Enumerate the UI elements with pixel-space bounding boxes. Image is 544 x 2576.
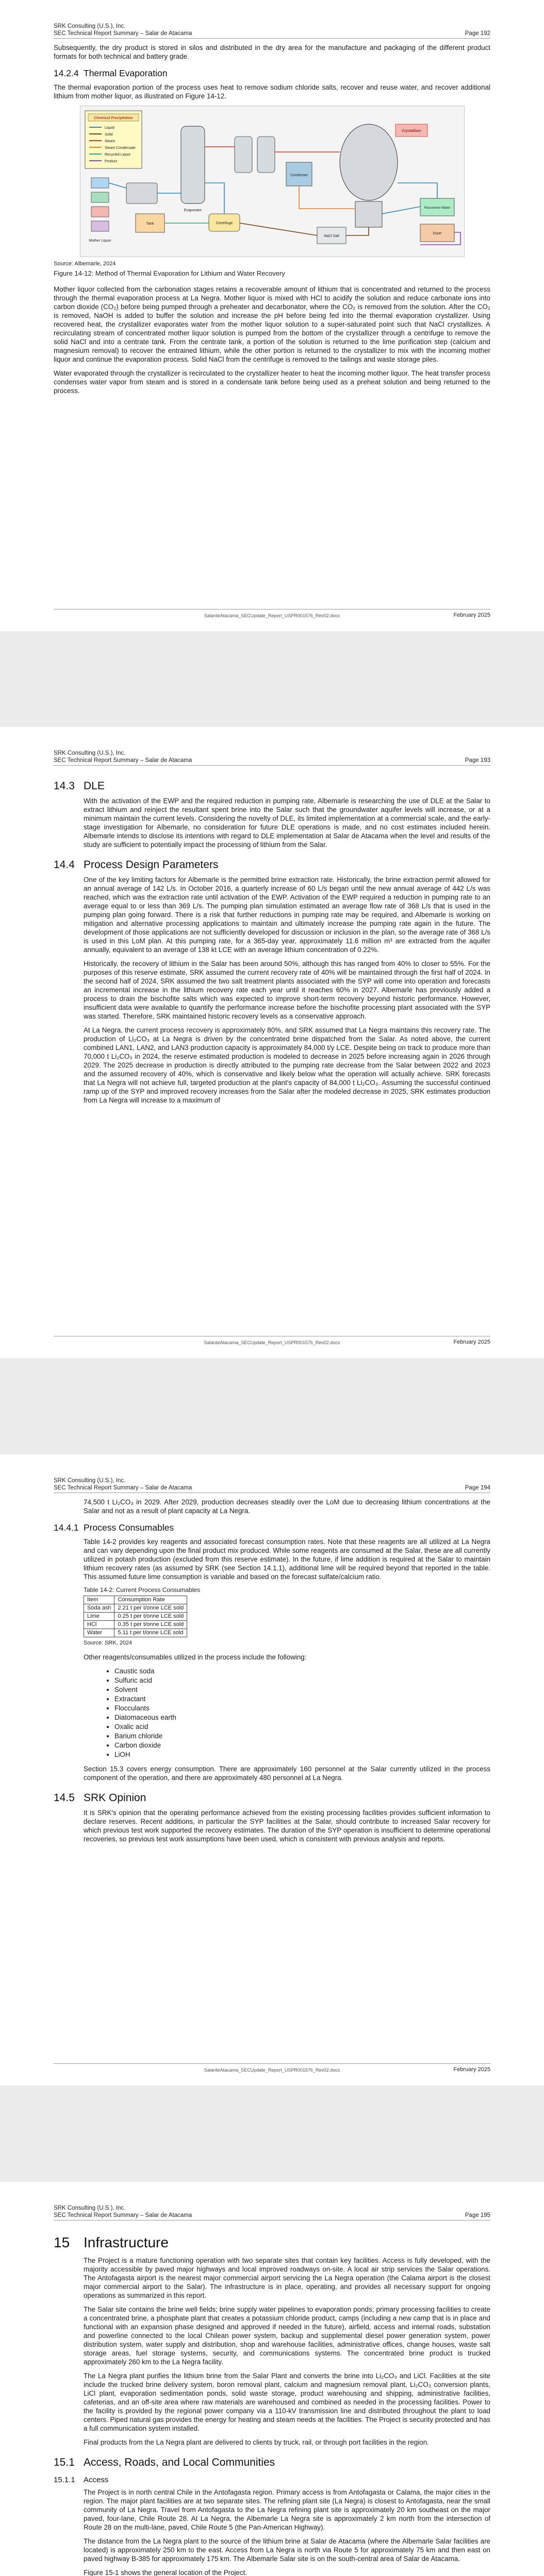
page-number: Page 195 (465, 2212, 490, 2218)
list-item: • Sulfuric acid (114, 1676, 490, 1685)
page-header (54, 23, 490, 37)
section-number: 14.4 (54, 859, 75, 871)
table-cell: 0.25 t per t/onne LCE sold (114, 1613, 187, 1621)
list-item: • Oxalic acid (114, 1722, 490, 1732)
page-192 (0, 0, 544, 631)
legend-solid: Solid (104, 133, 113, 137)
section-title: Access, Roads, and Local Communities (84, 2456, 275, 2468)
footer-date: February 2025 (453, 612, 490, 618)
table-cell: 5.11 t per t/onne LCE sold (114, 1629, 187, 1637)
table-header: Item (84, 1596, 114, 1604)
paragraph: Water evaporated through the crystallizer is recirculated to the crystallizer heater to heat the incoming mother liquor. The heat transfer process condenses water vapor from steam and is stored in a condensate tank before being used as a preheat solution and being returned to the process. (54, 369, 490, 395)
paragraph: 74,500 t Li₂CO₃ in 2029. After 2029, production decreases steadily over the LoM due to decreasing lithium concentrations at the Salar and not as a result of plant capacity at La Negra. (84, 1498, 490, 1515)
header-company: SRK Consulting (U.S.), Inc. (54, 23, 126, 29)
paragraph: Other reagents/consumables utilized in the process include the following: (84, 1653, 307, 1661)
footer-divider (54, 2063, 490, 2064)
feed-label: Mother Liquor (88, 239, 111, 243)
page-body (54, 43, 490, 400)
heater-1 (235, 137, 252, 173)
consumables-list (54, 1667, 490, 1759)
footer-filename: SalardeAtacama_SECUpdate_Report_USPR001576_Rev02.docx (204, 613, 340, 618)
paragraph: The Salar site contains the brine well fields; brine supply water pipelines to evaporation ponds; primary processing facilities to create a concentrated brine, a phosphate plant that creates a potassium chloride product, camps (including a new camp that is in place and functional with an expansion phase designed and approved if needed in the future), airfield, access and internal roads, substation and powerline connected to the local Chilean power system, backup and supplemental diesel power generation system, power distribution system, water supply and distribution, shop and warehouse facilities, administrative offices, change houses, waste salt storage areas, fuel storage systems, security, and communications systems. The concentrated brine product is trucked approximately 260 km to the La Negra facility. (84, 2306, 490, 2366)
paragraph: Section 15.3 covers energy consumption. There are approximately 160 personnel at the Salar currently utilized in the process component of the operation, and there are approximately 480 personnel at La Negra. (84, 1765, 490, 1782)
section-title: Thermal Evaporation (84, 68, 168, 78)
page-194 (0, 1454, 544, 2086)
preheater (126, 183, 157, 204)
evaporator-column (181, 126, 205, 204)
section-heading (54, 2456, 490, 2469)
tank-label: Tank (146, 222, 154, 226)
feed-tank-4 (91, 221, 109, 231)
page-header (54, 750, 490, 764)
list-item: • Carbon dioxide (114, 1741, 490, 1750)
page-number: Page 192 (465, 30, 490, 37)
footer-filename: SalardeAtacama_SECUpdate_Report_USPR001576_Rev02.docx (204, 1340, 340, 1345)
header-company: SRK Consulting (U.S.), Inc. (54, 750, 126, 756)
header-report: SEC Technical Report Summary – Salar de Atacama (54, 757, 192, 764)
list-item: • LiOH (114, 1750, 490, 1759)
paragraph: It is SRK's opinion that the operating performance achieved from the existing processing facilities provides sufficient information to declare reserves. Recent additions, in particular the SYP facilities at the Salar, should contribute to increased Salar recovery for which previous test work supported the recovery estimates. The duration of the SYP operation is insufficient to determine operational recoveries, so previous test work assumptions have been used, which is consistent with previous analysis and reports. (84, 1809, 490, 1843)
table-row (84, 1613, 187, 1621)
feed-tank-2 (91, 192, 109, 202)
table-cell: HCl (84, 1621, 114, 1629)
paragraph: The distance from the La Negra plant to the source of the lithium brine at Salar de Atacama (where the Albemarle Salar facilities are located) is approximately 250 km to the east. Access from La Negra is north via Route 5 for approximately 75 km and then east on paved highway B-385 for approximately 175 km. The Albemarle Salar site is on the south-central area of Salar de Atacama. (84, 2537, 490, 2563)
section-heading (54, 1791, 490, 1804)
page-body (54, 2225, 490, 2576)
section-number: 15.1 (54, 2456, 75, 2468)
crystallizer-base (355, 201, 382, 227)
table-cell: 0.35 t per t/onne LCE sold (114, 1621, 187, 1629)
page-number: Page 194 (465, 1485, 490, 1491)
paragraph: The Project is in north central Chile in the Antofagasta region. Primary access is from Antofagasta or Calama, the major cities in the region. The major plant facilities are at two separate sites. The refining plant site (La Negra) is closest to Antofagasta, near the small community of La Negra. Travel from Antofagasta to the La Negra refining plant site is approximately 20 km southeast on the major paved, four-lane, Chile Route 28. At La Negra, the Albemarle La Negra site is approximately 2 km north from the intersection of Route 28 on the multi-lane, paved, Chile Route 5 (the Pan-American Highway). (84, 2488, 490, 2531)
water-label: Recovered Water (424, 206, 450, 210)
paragraph: One of the key limiting factors for Albemarle is the permitted brine extraction rate. Historically, the brine extraction permit allowed for an annual average of 142 L/s. In October 2016, a quarterly increase of 60 L/s began until the new annual average of 442 L/s was reached, which was the extraction rate until activation of the EWP. Activation of the EWP required a reduction in pumping rate to an average equal to or less than 369 L/s. The pumping plan simulation estimated an average flow rate of 368 L/s that is used in the pumping plan going forward. There is a risk that further reductions in pumping rate may be required, and Albemarle is working on mitigation and alternative processing applications to maintain and ultimately increase the pumping rate again in the future. The development of those applications are not sufficiently developed for discussion or inclusion in the plan, so the average rate of 368 L/s is used in this LoM plan. At this pumping rate, for a 365-day year, approximately 11.6 million m³ are extracted from the aquifer annually, equivalent to an average of 138 kt LCE with an average lithium concentration of 0.22%. (84, 876, 490, 954)
page-body (54, 1498, 490, 1849)
table-cell: 2.21 t per t/onne LCE sold (114, 1604, 187, 1613)
paragraph: At La Negra, the current process recovery is approximately 80%, and SRK assumed that La Negra maintains this recovery rate. The production of Li₂CO₃ at La Negra is driven by the concentrated brine dispatched from the Salar. As noted above, the current combined LAN1, LAN2, and LAN3 production capacity is approximately 84,000 t/y LCE. Despite being on track to produce more than 70,000 t Li₂CO₃ in 2024, the reserve estimated production is modeled to decrease in 2025 before increasing again in 2026 through 2029. The 2025 decrease in production is directly attributed to the pumping rate decrease from the Salar between 2022 and 2023 and the assumed recovery of 40%, which is conservative and likely below what the operation will actually achieve. SRK forecasts that La Negra will not achieve full, targeted production at the plant's capacity of 84,000 t Li₂CO₃. Assuming the successful continued ramp up of the SYP and improved recovery increases from the Salar after the modeled decrease in 2025, SRK estimates production from La Negra will increase to a maximum of (84, 1026, 490, 1104)
paragraph: With the activation of the EWP and the required reduction in pumping rate, Albemarle is researching the use of DLE at the Salar to extract lithium and reinject the resultant spent brine into the Salar such that the groundwater aquifer levels will increase, or at a minimum maintain the current levels. Considering the novelty of DLE, its limited implementation at a commercial scale, and the early-stage investigation for Albemarle, no consideration for future DLE operations is made, and no cost estimates included herein. Albemarle intends to disclose its intentions with regard to DLE implementation at Salar de Atacama when the level and results of the study are sufficient to potentially impact the processing of lithium from the Salar. (84, 797, 490, 849)
feed-tank-3 (91, 207, 109, 217)
page-header (54, 2205, 490, 2219)
legend-steam-condensate: Steam Condensate (104, 146, 136, 150)
legend-steam: Steam (104, 140, 115, 143)
dryer-label: Dryer (432, 232, 442, 235)
figure-source: Source: Albemarle, 2024 (54, 261, 116, 267)
section-heading (54, 779, 490, 792)
header-company: SRK Consulting (U.S.), Inc. (54, 1478, 126, 1484)
header-report: SEC Technical Report Summary – Salar de Atacama (54, 30, 192, 37)
crystallizer-label: Crystallizer (401, 129, 421, 133)
table-cell: Soda ash (84, 1604, 114, 1613)
table-caption: Table 14-2: Current Process Consumables (84, 1586, 201, 1594)
header-report: SEC Technical Report Summary – Salar de Atacama (54, 1485, 192, 1491)
section-number: 14.5 (54, 1792, 75, 1804)
evaporator-label: Evaporator (184, 209, 202, 212)
paragraph: Historically, the recovery of lithium in the Salar has been around 50%, although this has ranged from 40% to closer to 55%. For the purposes of this reserve estimate, SRK assumed the current recovery rate of 40% will be maintained through the first half of 2024. In the second half of 2024, SRK assumed the two salt treatment plants associated with the SYP will come into operation and forecasts an incremental increase in the lithium recovery rate each year until it reaches 60% in 2027. Albemarle has previously added a process to drain the bischofite salts which was expected to improve short-term recovery beyond historic performance. However, insufficient data were available to quantify the performance increase before the bischofite processing plant associated with the SYP was started. Therefore, SRK maintained historic recovery levels as a conservative approach. (84, 960, 490, 1020)
table-row (84, 1621, 187, 1629)
table-source: Source: SRK, 2024 (84, 1640, 133, 1646)
footer-date: February 2025 (453, 1339, 490, 1345)
list-item: • Solvent (114, 1685, 490, 1694)
salt-label: NaCl Salt (323, 234, 339, 238)
list-item: • Flocculants (114, 1704, 490, 1713)
table-row (84, 1629, 187, 1637)
footer-date: February 2025 (453, 2066, 490, 2073)
table-header: Consumption Rate (114, 1596, 187, 1604)
footer-filename: SalardeAtacama_SECUpdate_Report_USPR001576_Rev02.docx (204, 2067, 340, 2073)
paragraph: Table 14-2 provides key reagents and associated forecast consumption rates. Note that these reagents are all utilized at La Negra and can vary depending upon the final product mix produced. While some reagents are consumed at the Salar, these are all currently utilized in potash production (excluded from this reserve estimate). In the future, if lime addition is required at the Salar to maintain lithium recovery rates (as assumed by SRK (see Section 14.1.1), additional lime will be required beyond that reported in the table. This assumed future lime consumption is variable and based on the forecast sulfate/calcium ratio. (84, 1538, 490, 1581)
header-company: SRK Consulting (U.S.), Inc. (54, 2205, 126, 2211)
page-195 (0, 2182, 544, 2576)
legend-recycled-liquor: Recycled Liquor (104, 153, 130, 157)
section-number: 14.3 (54, 780, 75, 792)
section-heading (54, 68, 490, 79)
figure-legend (85, 111, 142, 168)
page-number: Page 193 (465, 757, 490, 764)
paragraph: Figure 15-1 shows the general location of the Project. (84, 2569, 248, 2576)
header-report: SEC Technical Report Summary – Salar de Atacama (54, 2212, 192, 2218)
subsection-heading (54, 2475, 490, 2485)
chapter-heading (54, 2234, 490, 2251)
chapter-number: 15 (54, 2234, 70, 2250)
condenser-label: Condenser (290, 174, 308, 177)
table-cell: Lime (84, 1613, 114, 1621)
section-heading (54, 858, 490, 871)
paragraph: The La Negra plant purifies the lithium brine from the Salar Plant and converts the brine into Li₂CO₃ and LiCl. Facilities at the site include the trucked brine delivery system, boron removal plant, calcium and magnesium removal plant, Li₂CO₃ conversion plants, LiCl plant, evaporation sedimentation ponds, solid waste storage, product warehousing and shipping, administrative facilities, cafeterias, and an off-site area where raw materials are warehoused and combined as needed in the processing facilities. Power to the facility is provided by the regional power company via a 110-kV transmission line and distributed throughout the plant to load centers. Piped natural gas provides the energy for heating and steam needs at the facilities. The Project is security protected and has a full communication system installed. (84, 2372, 490, 2432)
list-item: • Diatomaceous earth (114, 1713, 490, 1722)
subsection-number: 15.1.1 (54, 2476, 75, 2484)
legend-chemical-precipitation: Chemical Precipitation (93, 116, 133, 120)
paragraph: Subsequently, the dry product is stored in silos and distributed in the dry area for the manufacture and packaging of the different product formats for both technical and battery grade. (54, 44, 490, 60)
figure-thermal-evaporation-diagram (80, 106, 465, 257)
list-item: • Caustic soda (114, 1667, 490, 1676)
section-title: DLE (84, 780, 105, 792)
list-item: • Barium chloride (114, 1732, 490, 1741)
consumables-table (84, 1596, 187, 1637)
centrifuge-label: Centrifuge (216, 222, 233, 225)
table-cell: Water (84, 1629, 114, 1637)
section-title: Process Design Parameters (84, 859, 219, 871)
legend-product: Product (104, 160, 117, 163)
section-number: 14.2.4 (54, 68, 79, 78)
subsection-title: Access (84, 2476, 109, 2484)
section-title: Process Consumables (84, 1522, 174, 1533)
paragraph: The thermal evaporation portion of the process uses heat to remove sodium chloride salts, recover and reuse water, and recover additional lithium from mother liquor, as illustrated on Figure 14-12. (54, 83, 490, 100)
page-body (54, 770, 490, 1110)
paragraph: Final products from the La Negra plant are delivered to clients by truck, rail, or through port facilities in the region. (84, 2438, 429, 2446)
header-divider (54, 765, 490, 766)
chapter-title: Infrastructure (84, 2234, 169, 2250)
section-title: SRK Opinion (84, 1792, 146, 1804)
section-number: 14.4.1 (54, 1522, 79, 1533)
paragraph: The Project is a mature functioning operation with two separate sites that contain key facilities. Access is fully developed, with the majority accessible by paved major highways and local improved roadways on-site. A local air strip services the Salar operations. The Antofagasta airport is the nearest major commercial airport servicing the La Negra operation (the Calama airport is the closest major commercial airport to the Salar). The infrastructure is in place, operating, and provides all necessary support for ongoing operations as summarized in this report. (84, 2257, 490, 2299)
crystallizer-vessel (340, 124, 398, 200)
section-heading (54, 1522, 490, 1533)
legend-liquid: Liquid (104, 126, 114, 130)
table-row (84, 1604, 187, 1613)
figure-caption: Figure 14-12: Method of Thermal Evaporation for Lithium and Water Recovery (54, 269, 285, 277)
paragraph: Mother liquor collected from the carbonation stages retains a recoverable amount of lithium that is concentrated and returned to the process through the thermal evaporation process at La Negra. Mother liquor is mixed with HCl to acidify the solution and reduce carbonate ions into carbon dioxide (CO₂) before being pumped through a preheater and decarbonator, where the CO₂ is removed from the solution. After the CO₂ is removed, NaOH is added to buffer the solution and increase the pH before being fed into the thermal evaporation crystallizer. Using recovered heat, the crystallizer evaporates water from the mother liquor solution to a super-saturated point such that NaCl crystallizes. A recirculating stream of concentrated mother liquor solution is pumped from the bottom of the crystallizer through a centrifuge to remove the solid NaCl and into a centrate tank. From the centrate tank, a portion of the solution is returned to the lime purification step (calcium and magnesium removal) to recover the entrained lithium, while the other portion is returned to the crystallizer to mix with the incoming mother liquor and continue the evaporation process. Solid NaCl from the centrifuge is removed to the tailings and waste storage piles. (54, 285, 490, 363)
page-header (54, 1477, 490, 1492)
feed-tank-1 (91, 178, 109, 188)
header-divider (54, 38, 490, 39)
table-header-row (84, 1596, 187, 1604)
page-193 (0, 727, 544, 1358)
header-divider (54, 2220, 490, 2221)
heater-2 (257, 137, 275, 173)
list-item: • Extractant (114, 1694, 490, 1704)
